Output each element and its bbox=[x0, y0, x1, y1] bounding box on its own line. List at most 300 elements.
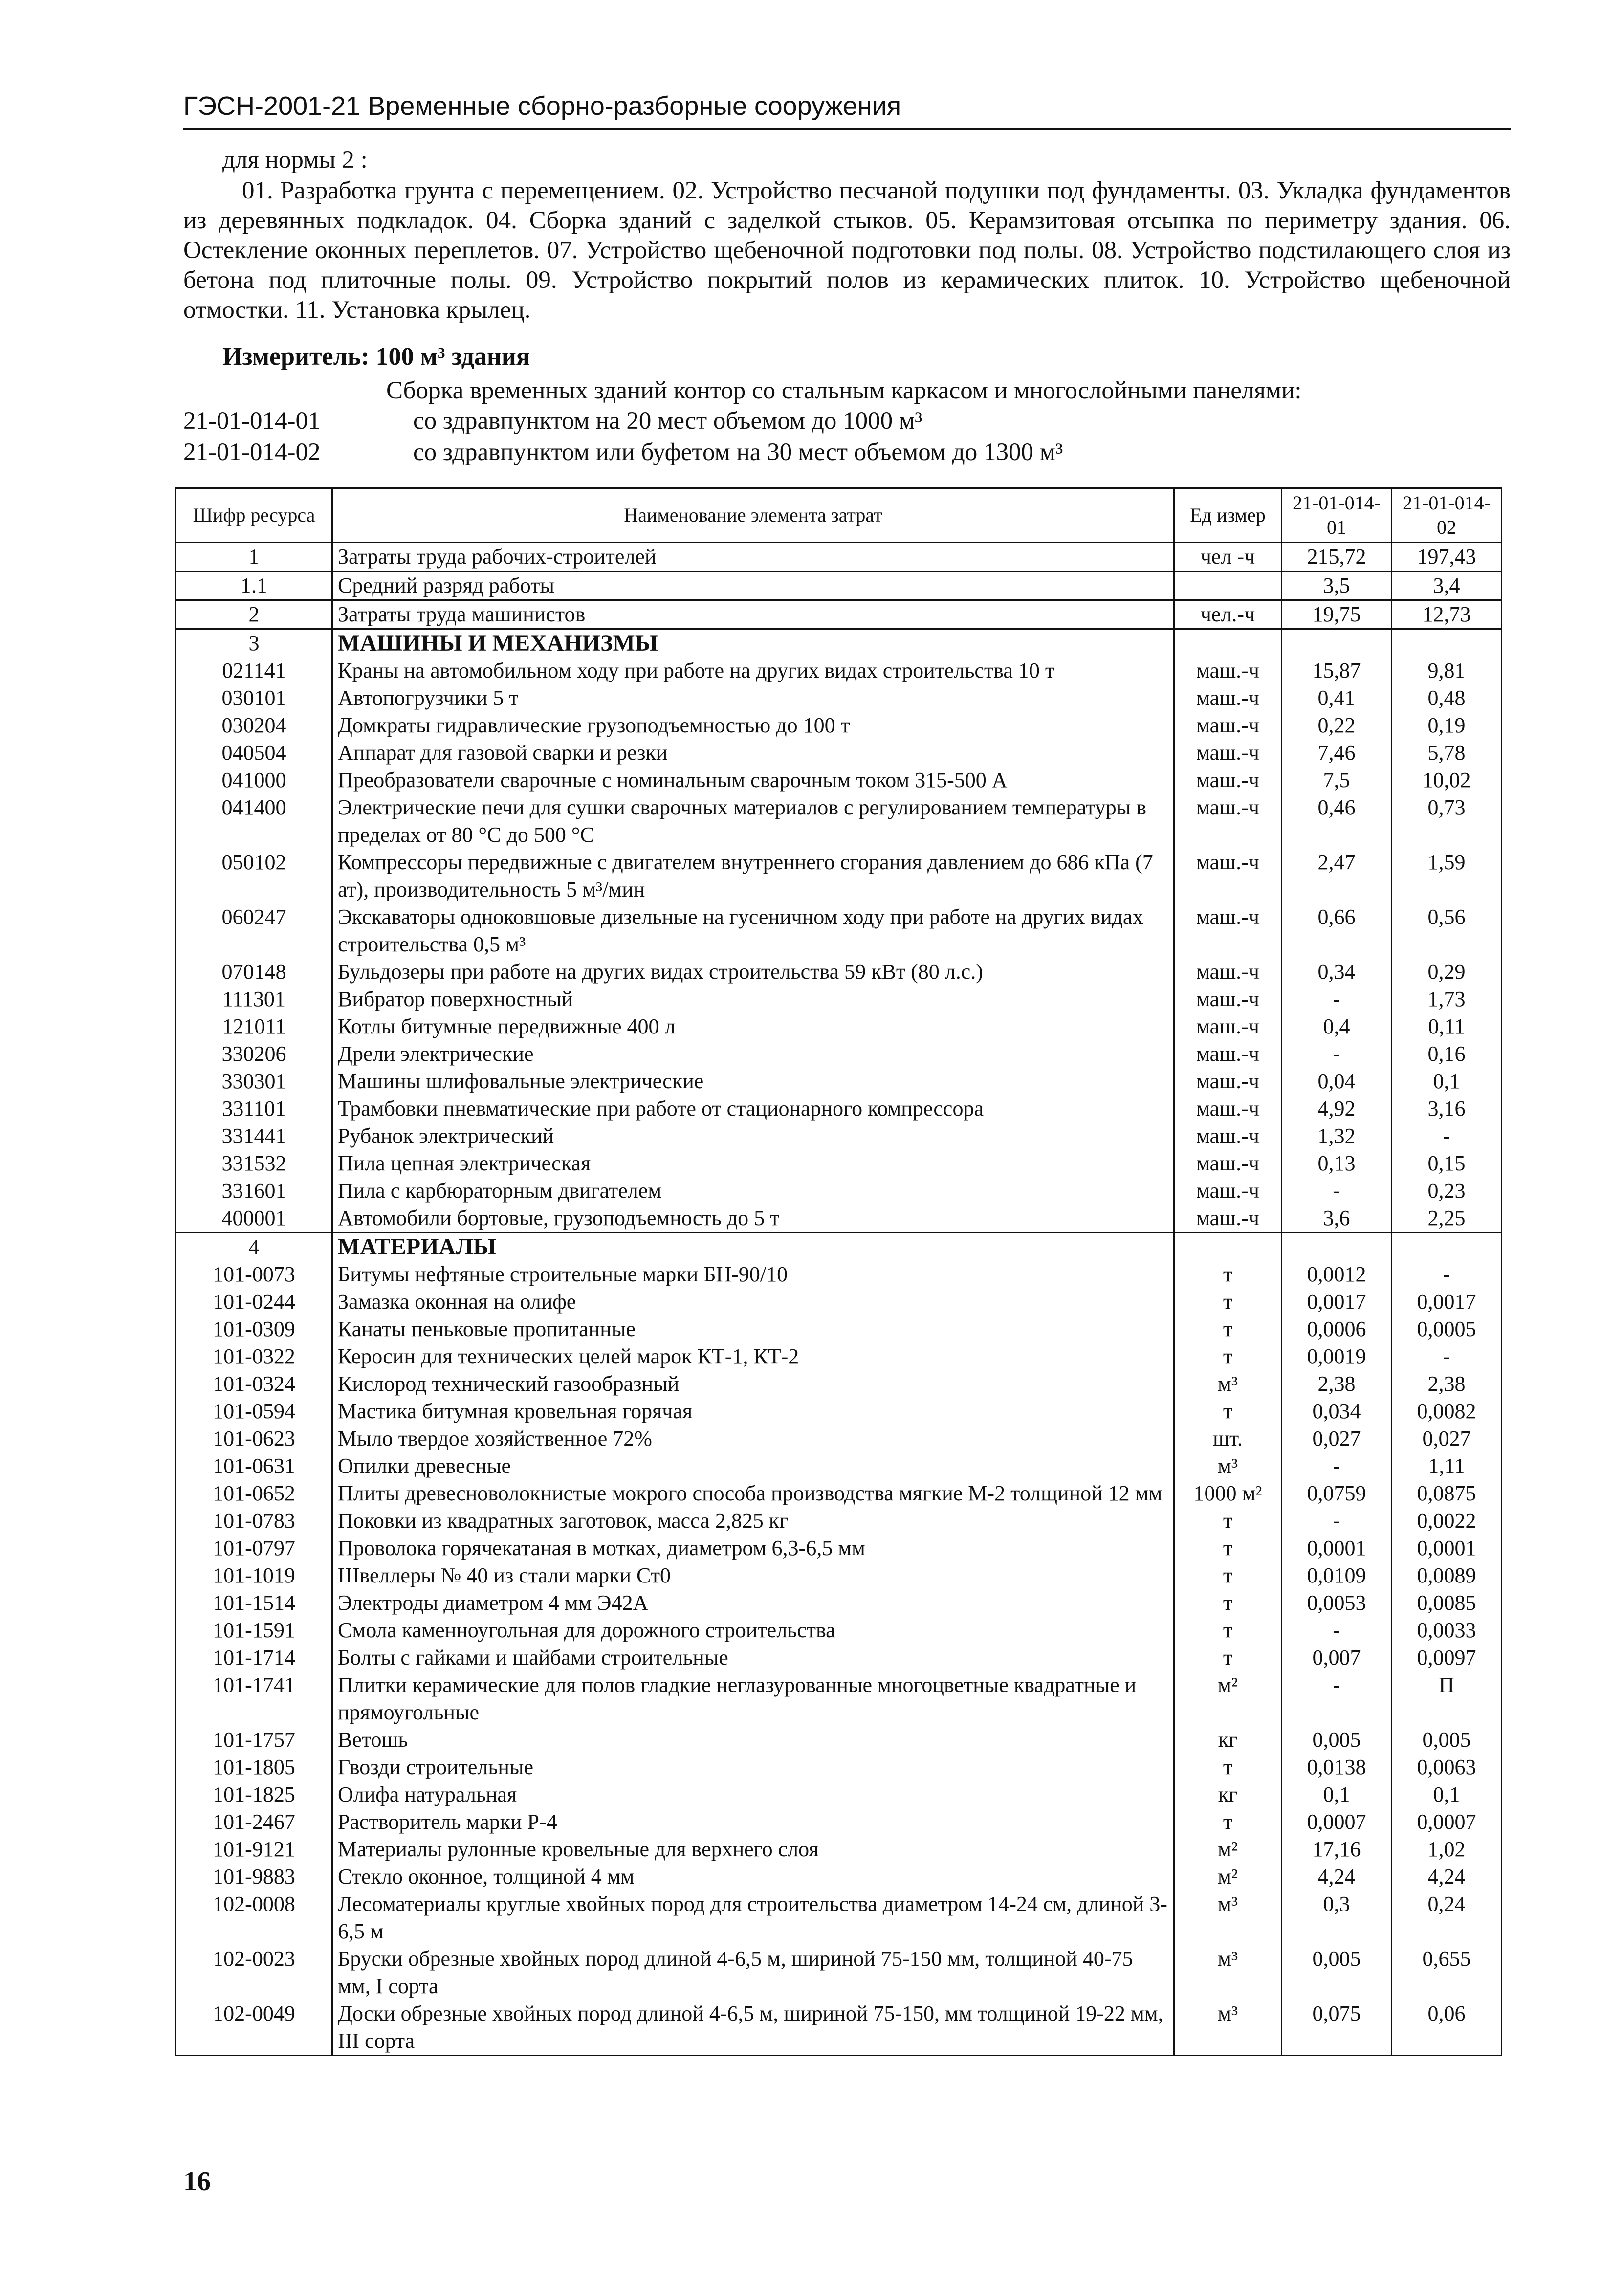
resource-code: 102-0008 bbox=[176, 1890, 332, 1945]
running-header: ГЭСН-2001-21 Временные сборно-разборные сооружения bbox=[183, 93, 1511, 130]
value-norm-2: 0,23 bbox=[1392, 1177, 1502, 1205]
resource-name: Замазка оконная на олифе bbox=[332, 1288, 1174, 1316]
value-norm-1: 0,3 bbox=[1282, 1890, 1392, 1945]
unit-of-measure: кг bbox=[1174, 1726, 1282, 1754]
resource-code: 041000 bbox=[176, 767, 332, 794]
resource-code: 101-1757 bbox=[176, 1726, 332, 1754]
unit-of-measure: м³ bbox=[1174, 1452, 1282, 1480]
value-norm-2: 0,1 bbox=[1392, 1068, 1502, 1095]
value-norm-2: 3,4 bbox=[1392, 571, 1502, 600]
resource-code: 102-0023 bbox=[176, 1945, 332, 2000]
resource-name: Экскаваторы одноковшовые дизельные на гусеничном ходу при работе на других видах строительства 0,5 м³ bbox=[332, 903, 1174, 958]
table-row bbox=[176, 712, 1502, 739]
resource-name: Затраты труда машинистов bbox=[332, 600, 1174, 629]
value-norm-1: 7,5 bbox=[1282, 767, 1392, 794]
norm-line bbox=[183, 438, 1063, 466]
value-norm-1: 0,1 bbox=[1282, 1781, 1392, 1808]
resource-code: 101-1825 bbox=[176, 1781, 332, 1808]
table-row bbox=[176, 1288, 1502, 1316]
value-norm-2: 0,0007 bbox=[1392, 1808, 1502, 1836]
value-norm-2: 3,16 bbox=[1392, 1095, 1502, 1122]
page-number: 16 bbox=[183, 2166, 211, 2197]
resource-name: Растворитель марки Р-4 bbox=[332, 1808, 1174, 1836]
value-norm-2: 1,73 bbox=[1392, 986, 1502, 1013]
resource-name: Кислород технический газообразный bbox=[332, 1370, 1174, 1398]
value-norm-1: 2,47 bbox=[1282, 849, 1392, 903]
resource-name: Рубанок электрический bbox=[332, 1122, 1174, 1150]
value-norm-1: 1,32 bbox=[1282, 1122, 1392, 1150]
resource-code: 070148 bbox=[176, 958, 332, 986]
table-row bbox=[176, 657, 1502, 684]
value-norm-1: 19,75 bbox=[1282, 600, 1392, 629]
resource-name: МАТЕРИАЛЫ bbox=[332, 1233, 1174, 1261]
value-norm-2: 12,73 bbox=[1392, 600, 1502, 629]
value-norm-2: 0,48 bbox=[1392, 684, 1502, 712]
value-norm-1: 0,0138 bbox=[1282, 1754, 1392, 1781]
unit-of-measure: маш.-ч bbox=[1174, 684, 1282, 712]
value-norm-2: 0,0089 bbox=[1392, 1562, 1502, 1589]
resource-name: Швеллеры № 40 из стали марки Ст0 bbox=[332, 1562, 1174, 1589]
value-norm-2: 0,655 bbox=[1392, 1945, 1502, 2000]
resource-code: 4 bbox=[176, 1233, 332, 1261]
resource-name: Машины шлифовальные электрические bbox=[332, 1068, 1174, 1095]
value-norm-2: 0,29 bbox=[1392, 958, 1502, 986]
unit-of-measure: т bbox=[1174, 1808, 1282, 1836]
table-row bbox=[176, 571, 1502, 600]
value-norm-1: - bbox=[1282, 1617, 1392, 1644]
resource-code: 330301 bbox=[176, 1068, 332, 1095]
value-norm-1: 0,034 bbox=[1282, 1398, 1392, 1425]
unit-of-measure: м³ bbox=[1174, 2000, 1282, 2056]
work-description-text: 01. Разработка грунта с перемещением. 02. Устройство песчаной подушки под фундаменты. 03. Укладка фундаментов из деревянных подкладок. 04. Сборка зданий с заделкой стыков. 05. Керамзитовая отсыпка по периметру здания. 06. Остекление оконных переплетов. 07. Устройство щебеночной подготовки под полы. 08. Устройство подстилающего слоя из бетона под плиточные полы. 09. Устройство покрытий полов из керамических плиток. 10. Устройство щебеночной отмостки. 11. Установка крылец. bbox=[183, 177, 1511, 324]
resource-code: 101-1805 bbox=[176, 1754, 332, 1781]
resource-name: Смола каменноугольная для дорожного строительства bbox=[332, 1617, 1174, 1644]
resource-name: Болты с гайками и шайбами строительные bbox=[332, 1644, 1174, 1671]
resource-name: Олифа натуральная bbox=[332, 1781, 1174, 1808]
resource-code: 040504 bbox=[176, 739, 332, 767]
value-norm-1: 0,0006 bbox=[1282, 1316, 1392, 1343]
resource-name: Плитки керамические для полов гладкие неглазурованные многоцветные квадратные и прямоугольные bbox=[332, 1671, 1174, 1726]
value-norm-2: 4,24 bbox=[1392, 1863, 1502, 1890]
resource-name: Компрессоры передвижные с двигателем внутреннего сгорания давлением до 686 кПа (7 ат), производительность 5 м³/мин bbox=[332, 849, 1174, 903]
resource-code: 330206 bbox=[176, 1040, 332, 1068]
value-norm-1: - bbox=[1282, 1671, 1392, 1726]
table-row bbox=[176, 1644, 1502, 1671]
value-norm-1: - bbox=[1282, 986, 1392, 1013]
unit-of-measure: чел.-ч bbox=[1174, 600, 1282, 629]
unit-of-measure: м³ bbox=[1174, 1945, 1282, 2000]
resource-code: 102-0049 bbox=[176, 2000, 332, 2056]
value-norm-2: 0,0033 bbox=[1392, 1617, 1502, 1644]
value-norm-2: 2,25 bbox=[1392, 1205, 1502, 1233]
value-norm-2: 0,027 bbox=[1392, 1425, 1502, 1452]
table-row bbox=[176, 1013, 1502, 1040]
unit-of-measure: кг bbox=[1174, 1781, 1282, 1808]
value-norm-1: - bbox=[1282, 1452, 1392, 1480]
unit-of-measure: маш.-ч bbox=[1174, 1177, 1282, 1205]
norm-code: 21-01-014-01 bbox=[183, 407, 321, 435]
resource-name: Электрические печи для сушки сварочных материалов с регулированием температуры в пределах от 80 °С до 500 °С bbox=[332, 794, 1174, 849]
resource-code: 101-9883 bbox=[176, 1863, 332, 1890]
value-norm-1: 15,87 bbox=[1282, 657, 1392, 684]
value-norm-1: 2,38 bbox=[1282, 1370, 1392, 1398]
value-norm-2 bbox=[1392, 1233, 1502, 1261]
resource-name: Пила с карбюраторным двигателем bbox=[332, 1177, 1174, 1205]
table-row bbox=[176, 958, 1502, 986]
resource-name: Бульдозеры при работе на других видах строительства 59 кВт (80 л.с.) bbox=[332, 958, 1174, 986]
resource-code: 101-0594 bbox=[176, 1398, 332, 1425]
unit-of-measure: т bbox=[1174, 1589, 1282, 1617]
resource-name: МАШИНЫ И МЕХАНИЗМЫ bbox=[332, 629, 1174, 658]
resource-code: 2 bbox=[176, 600, 332, 629]
value-norm-1: 4,24 bbox=[1282, 1863, 1392, 1890]
resource-code: 101-1514 bbox=[176, 1589, 332, 1617]
resource-name: Бруски обрезные хвойных пород длиной 4-6,5 м, шириной 75-150 мм, толщиной 40-75 мм, I сорта bbox=[332, 1945, 1174, 2000]
table-row bbox=[176, 794, 1502, 849]
resource-name: Канаты пеньковые пропитанные bbox=[332, 1316, 1174, 1343]
unit-of-measure: маш.-ч bbox=[1174, 1040, 1282, 1068]
resource-name: Затраты труда рабочих-строителей bbox=[332, 543, 1174, 571]
resource-cost-table bbox=[175, 487, 1502, 2056]
unit-of-measure: т bbox=[1174, 1507, 1282, 1535]
header-code: Шифр ресурса bbox=[176, 488, 332, 543]
unit-of-measure: т bbox=[1174, 1562, 1282, 1589]
value-norm-1: 0,0053 bbox=[1282, 1589, 1392, 1617]
value-norm-2: 0,0001 bbox=[1392, 1535, 1502, 1562]
value-norm-1: 0,4 bbox=[1282, 1013, 1392, 1040]
value-norm-2: 0,15 bbox=[1392, 1150, 1502, 1177]
table-row bbox=[176, 1863, 1502, 1890]
resource-name: Трамбовки пневматические при работе от стационарного компрессора bbox=[332, 1095, 1174, 1122]
table-row bbox=[176, 1040, 1502, 1068]
resource-code: 101-0073 bbox=[176, 1261, 332, 1288]
value-norm-2: 0,0022 bbox=[1392, 1507, 1502, 1535]
value-norm-2: 0,0097 bbox=[1392, 1644, 1502, 1671]
header-norm-1: 21-01-014-01 bbox=[1282, 488, 1392, 543]
table-row bbox=[176, 1177, 1502, 1205]
value-norm-2: 0,73 bbox=[1392, 794, 1502, 849]
value-norm-2: 0,0875 bbox=[1392, 1480, 1502, 1507]
value-norm-2: 1,11 bbox=[1392, 1452, 1502, 1480]
unit-of-measure: маш.-ч bbox=[1174, 767, 1282, 794]
resource-name: Лесоматериалы круглые хвойных пород для строительства диаметром 14-24 см, длиной 3-6,5 м bbox=[332, 1890, 1174, 1945]
unit-of-measure: маш.-ч bbox=[1174, 794, 1282, 849]
value-norm-2: 1,59 bbox=[1392, 849, 1502, 903]
table-row bbox=[176, 903, 1502, 958]
table-row bbox=[176, 1726, 1502, 1754]
header-norm-2: 21-01-014-02 bbox=[1392, 488, 1502, 543]
table-row bbox=[176, 600, 1502, 629]
table-row bbox=[176, 1095, 1502, 1122]
value-norm-2: 0,0017 bbox=[1392, 1288, 1502, 1316]
resource-code: 101-0631 bbox=[176, 1452, 332, 1480]
value-norm-1 bbox=[1282, 1233, 1392, 1261]
value-norm-1: 0,22 bbox=[1282, 712, 1392, 739]
norm-text: со здравпунктом на 20 мест объемом до 1000 м³ bbox=[413, 407, 922, 435]
unit-of-measure: м² bbox=[1174, 1863, 1282, 1890]
resource-code: 101-1591 bbox=[176, 1617, 332, 1644]
table-row bbox=[176, 1507, 1502, 1535]
resource-name: Автопогрузчики 5 т bbox=[332, 684, 1174, 712]
table-row bbox=[176, 1205, 1502, 1233]
unit-of-measure: м² bbox=[1174, 1671, 1282, 1726]
resource-code: 101-1741 bbox=[176, 1671, 332, 1726]
value-norm-1: 3,5 bbox=[1282, 571, 1392, 600]
unit-of-measure: маш.-ч bbox=[1174, 712, 1282, 739]
unit-of-measure: м² bbox=[1174, 1836, 1282, 1863]
resource-code: 331601 bbox=[176, 1177, 332, 1205]
resource-name: Материалы рулонные кровельные для верхнего слоя bbox=[332, 1836, 1174, 1863]
unit-of-measure: т bbox=[1174, 1343, 1282, 1370]
unit-of-measure: м³ bbox=[1174, 1890, 1282, 1945]
table-row bbox=[176, 986, 1502, 1013]
table-row bbox=[176, 1316, 1502, 1343]
value-norm-1 bbox=[1282, 629, 1392, 658]
table-row bbox=[176, 1261, 1502, 1288]
table-row bbox=[176, 1122, 1502, 1150]
table-row bbox=[176, 1589, 1502, 1617]
resource-code: 1.1 bbox=[176, 571, 332, 600]
value-norm-1: 0,41 bbox=[1282, 684, 1392, 712]
table-row bbox=[176, 1617, 1502, 1644]
unit-of-measure: маш.-ч bbox=[1174, 958, 1282, 986]
unit-of-measure: маш.-ч bbox=[1174, 1150, 1282, 1177]
work-description bbox=[183, 176, 1511, 325]
unit-of-measure: т bbox=[1174, 1617, 1282, 1644]
table-row bbox=[176, 1480, 1502, 1507]
value-norm-1: 3,6 bbox=[1282, 1205, 1392, 1233]
resource-name: Автомобили бортовые, грузоподъемность до 5 т bbox=[332, 1205, 1174, 1233]
resource-name: Дрели электрические bbox=[332, 1040, 1174, 1068]
resource-code: 101-1714 bbox=[176, 1644, 332, 1671]
table-row bbox=[176, 1150, 1502, 1177]
value-norm-1: 0,0017 bbox=[1282, 1288, 1392, 1316]
unit-of-measure bbox=[1174, 629, 1282, 658]
table-header-row bbox=[176, 488, 1502, 543]
table-row bbox=[176, 1398, 1502, 1425]
resource-code: 1 bbox=[176, 543, 332, 571]
value-norm-2: 0,0005 bbox=[1392, 1316, 1502, 1343]
unit-of-measure: т bbox=[1174, 1316, 1282, 1343]
unit-of-measure: т bbox=[1174, 1754, 1282, 1781]
value-norm-2: 2,38 bbox=[1392, 1370, 1502, 1398]
value-norm-2: 0,19 bbox=[1392, 712, 1502, 739]
section-row bbox=[176, 629, 1502, 658]
value-norm-2: 0,24 bbox=[1392, 1890, 1502, 1945]
value-norm-1: 17,16 bbox=[1282, 1836, 1392, 1863]
value-norm-1: 0,46 bbox=[1282, 794, 1392, 849]
unit-of-measure: маш.-ч bbox=[1174, 739, 1282, 767]
table-row bbox=[176, 1343, 1502, 1370]
resource-name: Краны на автомобильном ходу при работе на других видах строительства 10 т bbox=[332, 657, 1174, 684]
value-norm-1: 0,0007 bbox=[1282, 1808, 1392, 1836]
value-norm-1: 0,075 bbox=[1282, 2000, 1392, 2056]
resource-code: 121011 bbox=[176, 1013, 332, 1040]
table-row bbox=[176, 543, 1502, 571]
resource-code: 101-0322 bbox=[176, 1343, 332, 1370]
resource-name: Плиты древесноволокнистые мокрого способа производства мягкие М-2 толщиной 12 мм bbox=[332, 1480, 1174, 1507]
value-norm-1: 0,0019 bbox=[1282, 1343, 1392, 1370]
resource-code: 060247 bbox=[176, 903, 332, 958]
unit-of-measure: маш.-ч bbox=[1174, 903, 1282, 958]
unit-of-measure bbox=[1174, 571, 1282, 600]
table-row bbox=[176, 1535, 1502, 1562]
table-row bbox=[176, 1781, 1502, 1808]
unit-of-measure: маш.-ч bbox=[1174, 849, 1282, 903]
resource-code: 331101 bbox=[176, 1095, 332, 1122]
value-norm-1: 0,0001 bbox=[1282, 1535, 1392, 1562]
value-norm-2: 9,81 bbox=[1392, 657, 1502, 684]
resource-name: Битумы нефтяные строительные марки БН-90/10 bbox=[332, 1261, 1174, 1288]
unit-of-measure: шт. bbox=[1174, 1425, 1282, 1452]
value-norm-2: 1,02 bbox=[1392, 1836, 1502, 1863]
norm-note: для нормы 2 : bbox=[222, 146, 368, 174]
resource-name: Мастика битумная кровельная горячая bbox=[332, 1398, 1174, 1425]
unit-of-measure: маш.-ч bbox=[1174, 986, 1282, 1013]
header-name: Наименование элемента затрат bbox=[332, 488, 1174, 543]
table-row bbox=[176, 849, 1502, 903]
resource-name: Ветошь bbox=[332, 1726, 1174, 1754]
norm-line bbox=[183, 407, 922, 435]
resource-code: 111301 bbox=[176, 986, 332, 1013]
value-norm-1: 215,72 bbox=[1282, 543, 1392, 571]
table-row bbox=[176, 1671, 1502, 1726]
unit-of-measure: 1000 м² bbox=[1174, 1480, 1282, 1507]
resource-code: 400001 bbox=[176, 1205, 332, 1233]
assembly-title: Сборка временных зданий контор со стальным каркасом и многослойными панелями: bbox=[386, 377, 1302, 404]
value-norm-2: 0,16 bbox=[1392, 1040, 1502, 1068]
table-row bbox=[176, 1562, 1502, 1589]
value-norm-2: 0,0063 bbox=[1392, 1754, 1502, 1781]
value-norm-1: 4,92 bbox=[1282, 1095, 1392, 1122]
value-norm-2: - bbox=[1392, 1343, 1502, 1370]
unit-of-measure: т bbox=[1174, 1261, 1282, 1288]
unit-of-measure: маш.-ч bbox=[1174, 657, 1282, 684]
value-norm-1: 0,0012 bbox=[1282, 1261, 1392, 1288]
value-norm-2: 0,06 bbox=[1392, 2000, 1502, 2056]
unit-of-measure: т bbox=[1174, 1644, 1282, 1671]
table-row bbox=[176, 1425, 1502, 1452]
value-norm-2: П bbox=[1392, 1671, 1502, 1726]
header-unit: Ед измер bbox=[1174, 488, 1282, 543]
resource-code: 101-0309 bbox=[176, 1316, 332, 1343]
resource-name: Аппарат для газовой сварки и резки bbox=[332, 739, 1174, 767]
value-norm-2: - bbox=[1392, 1122, 1502, 1150]
value-norm-1: - bbox=[1282, 1040, 1392, 1068]
unit-of-measure: м³ bbox=[1174, 1370, 1282, 1398]
value-norm-1: 0,005 bbox=[1282, 1726, 1392, 1754]
resource-name: Доски обрезные хвойных пород длиной 4-6,5 м, шириной 75-150, мм толщиной 19-22 мм, III сорта bbox=[332, 2000, 1174, 2056]
unit-of-measure: маш.-ч bbox=[1174, 1095, 1282, 1122]
value-norm-2: - bbox=[1392, 1261, 1502, 1288]
resource-code: 331532 bbox=[176, 1150, 332, 1177]
resource-code: 331441 bbox=[176, 1122, 332, 1150]
unit-of-measure bbox=[1174, 1233, 1282, 1261]
resource-name: Мыло твердое хозяйственное 72% bbox=[332, 1425, 1174, 1452]
resource-code: 041400 bbox=[176, 794, 332, 849]
resource-name: Домкраты гидравлические грузоподъемностью до 100 т bbox=[332, 712, 1174, 739]
resource-code: 101-0244 bbox=[176, 1288, 332, 1316]
table-row bbox=[176, 739, 1502, 767]
resource-code: 101-0652 bbox=[176, 1480, 332, 1507]
value-norm-1: 0,34 bbox=[1282, 958, 1392, 986]
value-norm-2: 0,1 bbox=[1392, 1781, 1502, 1808]
table-row bbox=[176, 684, 1502, 712]
value-norm-1: 0,13 bbox=[1282, 1150, 1392, 1177]
resource-name: Вибратор поверхностный bbox=[332, 986, 1174, 1013]
value-norm-2: 0,56 bbox=[1392, 903, 1502, 958]
unit-of-measure: т bbox=[1174, 1398, 1282, 1425]
unit-of-measure: маш.-ч bbox=[1174, 1013, 1282, 1040]
value-norm-1: 0,66 bbox=[1282, 903, 1392, 958]
unit-of-measure: т bbox=[1174, 1288, 1282, 1316]
value-norm-1: 0,007 bbox=[1282, 1644, 1392, 1671]
resource-name: Поковки из квадратных заготовок, масса 2,825 кг bbox=[332, 1507, 1174, 1535]
resource-name: Электроды диаметром 4 мм Э42А bbox=[332, 1589, 1174, 1617]
resource-name: Средний разряд работы bbox=[332, 571, 1174, 600]
value-norm-1: 0,0759 bbox=[1282, 1480, 1392, 1507]
norm-text: со здравпунктом или буфетом на 30 мест объемом до 1300 м³ bbox=[413, 439, 1063, 466]
resource-name: Стекло оконное, толщиной 4 мм bbox=[332, 1863, 1174, 1890]
table-row bbox=[176, 1068, 1502, 1095]
norm-code: 21-01-014-02 bbox=[183, 439, 321, 466]
resource-code: 101-1019 bbox=[176, 1562, 332, 1589]
value-norm-1: - bbox=[1282, 1177, 1392, 1205]
value-norm-1: - bbox=[1282, 1507, 1392, 1535]
resource-code: 030204 bbox=[176, 712, 332, 739]
value-norm-2: 10,02 bbox=[1392, 767, 1502, 794]
value-norm-2: 0,11 bbox=[1392, 1013, 1502, 1040]
value-norm-1: 7,46 bbox=[1282, 739, 1392, 767]
value-norm-1: 0,027 bbox=[1282, 1425, 1392, 1452]
resource-code: 101-0797 bbox=[176, 1535, 332, 1562]
section-row bbox=[176, 1233, 1502, 1261]
resource-code: 3 bbox=[176, 629, 332, 658]
value-norm-2 bbox=[1392, 629, 1502, 658]
value-norm-2: 0,0082 bbox=[1392, 1398, 1502, 1425]
table-row bbox=[176, 1808, 1502, 1836]
value-norm-1: 0,005 bbox=[1282, 1945, 1392, 2000]
resource-code: 101-0623 bbox=[176, 1425, 332, 1452]
resource-code: 050102 bbox=[176, 849, 332, 903]
table-row bbox=[176, 1452, 1502, 1480]
resource-name: Керосин для технических целей марок КТ-1, КТ-2 bbox=[332, 1343, 1174, 1370]
table-row bbox=[176, 1754, 1502, 1781]
value-norm-1: 0,04 bbox=[1282, 1068, 1392, 1095]
table-row bbox=[176, 1890, 1502, 1945]
value-norm-1: 0,0109 bbox=[1282, 1562, 1392, 1589]
value-norm-2: 0,005 bbox=[1392, 1726, 1502, 1754]
resource-code: 101-0783 bbox=[176, 1507, 332, 1535]
resource-name: Пила цепная электрическая bbox=[332, 1150, 1174, 1177]
resource-code: 101-9121 bbox=[176, 1836, 332, 1863]
resource-name: Проволока горячекатаная в мотках, диаметром 6,3-6,5 мм bbox=[332, 1535, 1174, 1562]
resource-name: Котлы битумные передвижные 400 л bbox=[332, 1013, 1174, 1040]
table-row bbox=[176, 1945, 1502, 2000]
resource-code: 101-0324 bbox=[176, 1370, 332, 1398]
unit-of-measure: маш.-ч bbox=[1174, 1068, 1282, 1095]
resource-name: Преобразователи сварочные с номинальным сварочным током 315-500 А bbox=[332, 767, 1174, 794]
value-norm-2: 0,0085 bbox=[1392, 1589, 1502, 1617]
unit-of-measure: маш.-ч bbox=[1174, 1122, 1282, 1150]
table-row bbox=[176, 2000, 1502, 2056]
unit-of-measure: т bbox=[1174, 1535, 1282, 1562]
resource-name: Опилки древесные bbox=[332, 1452, 1174, 1480]
unit-of-measure: маш.-ч bbox=[1174, 1205, 1282, 1233]
value-norm-2: 197,43 bbox=[1392, 543, 1502, 571]
resource-code: 030101 bbox=[176, 684, 332, 712]
resource-code: 021141 bbox=[176, 657, 332, 684]
